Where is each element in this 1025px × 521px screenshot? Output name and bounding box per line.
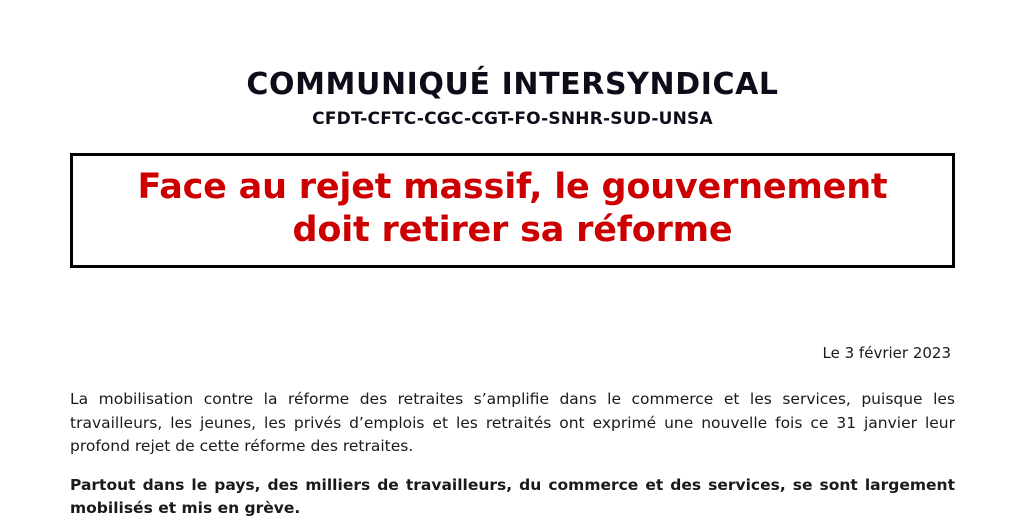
document-header [70, 0, 955, 129]
headline-line-2: doit retirer sa réforme [292, 209, 733, 250]
headline [89, 166, 936, 251]
document-body [70, 388, 955, 520]
body-paragraph: Partout dans le pays, des milliers de travailleurs, du commerce et des services, se sont largement mobilisés et mis en grève. [70, 476, 955, 518]
headline-box [70, 153, 955, 268]
headline-line-1: Face au rejet massif, le gouvernement [137, 167, 888, 207]
page-title: COMMUNIQUÉ INTERSYNDICAL [246, 67, 779, 102]
body-paragraph: La mobilisation contre la réforme des retraites s’amplifie dans le commerce et les services, puisque les travailleurs, les jeunes, les privés d’emplois et les retraités ont exprimé une nouvelle fois ce 31 janvier leur profond rejet de cette réforme des retraites. [70, 390, 955, 455]
document-date: Le 3 février 2023 [822, 344, 951, 363]
union-list-subtitle: CFDT-CFTC-CGC-CGT-FO-SNHR-SUD-UNSA [312, 109, 713, 129]
